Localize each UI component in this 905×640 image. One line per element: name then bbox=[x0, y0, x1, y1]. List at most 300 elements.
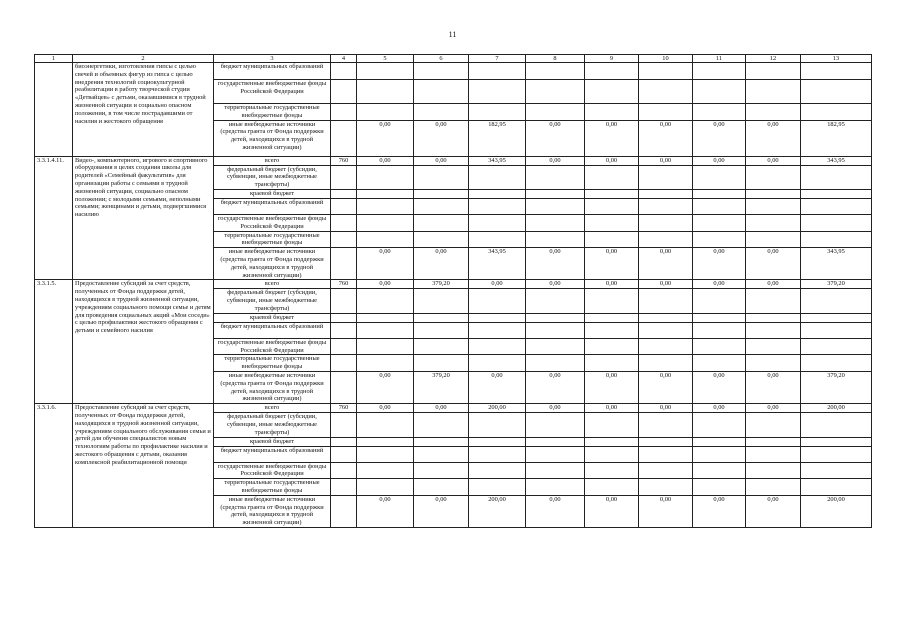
value-cell: 379,20 bbox=[801, 280, 872, 289]
value-cell bbox=[526, 289, 585, 313]
value-cell bbox=[801, 338, 872, 355]
value-cell bbox=[414, 462, 469, 479]
value-cell: 0,00 bbox=[469, 280, 526, 289]
value-cell: 0,00 bbox=[746, 248, 801, 280]
value-cell bbox=[746, 189, 801, 198]
value-cell bbox=[357, 446, 414, 462]
value-cell: 0,00 bbox=[693, 495, 746, 527]
value-cell: 343,95 bbox=[469, 248, 526, 280]
col4-cell bbox=[331, 63, 357, 80]
value-cell bbox=[639, 165, 693, 189]
source-cell: территориальные государственные внебюджетные фонды bbox=[214, 355, 331, 372]
source-cell: краевой бюджет bbox=[214, 313, 331, 322]
value-cell bbox=[746, 165, 801, 189]
value-cell bbox=[357, 338, 414, 355]
table-row bbox=[35, 156, 872, 165]
table-row bbox=[35, 63, 872, 80]
value-cell bbox=[585, 231, 639, 248]
value-cell bbox=[469, 63, 526, 80]
header-cell: 4 bbox=[331, 55, 357, 63]
value-cell bbox=[357, 322, 414, 338]
source-cell: иные внебюджетные источники (средства гранта от Фонда поддержки детей, находящихся в трудной жизненной ситуации) bbox=[214, 248, 331, 280]
value-cell bbox=[414, 214, 469, 231]
value-cell: 0,00 bbox=[746, 280, 801, 289]
value-cell: 0,00 bbox=[693, 248, 746, 280]
source-cell: краевой бюджет bbox=[214, 437, 331, 446]
col4-cell bbox=[331, 104, 357, 121]
value-cell bbox=[414, 165, 469, 189]
value-cell bbox=[639, 437, 693, 446]
value-cell bbox=[746, 446, 801, 462]
col4-cell bbox=[331, 289, 357, 313]
value-cell: 0,00 bbox=[693, 156, 746, 165]
source-cell: бюджет муниципальных образований bbox=[214, 198, 331, 214]
col4-cell bbox=[331, 462, 357, 479]
header-cell: 10 bbox=[639, 55, 693, 63]
value-cell: 200,00 bbox=[801, 404, 872, 413]
value-cell bbox=[639, 214, 693, 231]
value-cell bbox=[585, 189, 639, 198]
value-cell: 182,95 bbox=[801, 120, 872, 156]
value-cell: 0,00 bbox=[414, 404, 469, 413]
value-cell bbox=[526, 165, 585, 189]
col4-cell bbox=[331, 214, 357, 231]
col4-cell bbox=[331, 80, 357, 104]
value-cell bbox=[693, 289, 746, 313]
value-cell bbox=[801, 479, 872, 496]
value-cell bbox=[746, 322, 801, 338]
value-cell bbox=[639, 231, 693, 248]
value-cell bbox=[639, 446, 693, 462]
value-cell bbox=[469, 289, 526, 313]
value-cell bbox=[469, 355, 526, 372]
value-cell bbox=[469, 479, 526, 496]
value-cell bbox=[746, 437, 801, 446]
value-cell: 0,00 bbox=[526, 404, 585, 413]
value-cell: 343,95 bbox=[469, 156, 526, 165]
value-cell bbox=[357, 413, 414, 437]
value-cell bbox=[357, 289, 414, 313]
value-cell bbox=[414, 289, 469, 313]
value-cell: 0,00 bbox=[693, 404, 746, 413]
header-cell: 5 bbox=[357, 55, 414, 63]
value-cell: 379,20 bbox=[414, 371, 469, 403]
value-cell bbox=[357, 80, 414, 104]
value-cell bbox=[526, 214, 585, 231]
value-cell bbox=[526, 198, 585, 214]
col4-cell bbox=[331, 413, 357, 437]
value-cell: 182,95 bbox=[469, 120, 526, 156]
value-cell: 0,00 bbox=[414, 120, 469, 156]
value-cell bbox=[469, 313, 526, 322]
value-cell bbox=[469, 338, 526, 355]
value-cell bbox=[801, 63, 872, 80]
value-cell: 0,00 bbox=[585, 495, 639, 527]
value-cell bbox=[639, 462, 693, 479]
value-cell bbox=[585, 479, 639, 496]
value-cell bbox=[801, 104, 872, 121]
value-cell: 0,00 bbox=[585, 120, 639, 156]
value-cell bbox=[414, 198, 469, 214]
col4-cell bbox=[331, 248, 357, 280]
value-cell bbox=[469, 189, 526, 198]
source-cell: государственные внебюджетные фонды Российской Федерации bbox=[214, 214, 331, 231]
value-cell bbox=[357, 104, 414, 121]
value-cell bbox=[469, 462, 526, 479]
value-cell bbox=[801, 446, 872, 462]
value-cell bbox=[585, 165, 639, 189]
source-cell: всего bbox=[214, 404, 331, 413]
value-cell bbox=[526, 437, 585, 446]
source-cell: краевой бюджет bbox=[214, 189, 331, 198]
value-cell bbox=[526, 462, 585, 479]
col4-cell bbox=[331, 446, 357, 462]
value-cell bbox=[414, 189, 469, 198]
col4-cell bbox=[331, 231, 357, 248]
row-code: 3.3.1.6. bbox=[35, 404, 73, 528]
row-code bbox=[35, 63, 73, 157]
value-cell: 0,00 bbox=[357, 120, 414, 156]
value-cell bbox=[469, 214, 526, 231]
value-cell bbox=[469, 104, 526, 121]
value-cell: 0,00 bbox=[639, 280, 693, 289]
value-cell bbox=[357, 437, 414, 446]
value-cell: 0,00 bbox=[746, 156, 801, 165]
value-cell bbox=[414, 322, 469, 338]
value-cell: 0,00 bbox=[639, 156, 693, 165]
value-cell: 0,00 bbox=[357, 248, 414, 280]
value-cell bbox=[693, 338, 746, 355]
value-cell bbox=[639, 479, 693, 496]
value-cell: 379,20 bbox=[801, 371, 872, 403]
value-cell bbox=[526, 322, 585, 338]
value-cell bbox=[746, 80, 801, 104]
value-cell bbox=[801, 189, 872, 198]
value-cell bbox=[357, 214, 414, 231]
source-cell: территориальные государственные внебюджетные фонды bbox=[214, 231, 331, 248]
value-cell: 0,00 bbox=[526, 495, 585, 527]
value-cell: 0,00 bbox=[526, 280, 585, 289]
value-cell: 0,00 bbox=[639, 495, 693, 527]
value-cell bbox=[357, 313, 414, 322]
value-cell: 0,00 bbox=[585, 404, 639, 413]
value-cell: 0,00 bbox=[693, 371, 746, 403]
value-cell bbox=[357, 462, 414, 479]
value-cell bbox=[585, 289, 639, 313]
value-cell bbox=[585, 413, 639, 437]
value-cell bbox=[801, 80, 872, 104]
value-cell bbox=[357, 63, 414, 80]
value-cell bbox=[414, 446, 469, 462]
value-cell bbox=[746, 479, 801, 496]
value-cell bbox=[746, 462, 801, 479]
value-cell: 0,00 bbox=[639, 371, 693, 403]
value-cell bbox=[585, 313, 639, 322]
value-cell bbox=[357, 479, 414, 496]
value-cell bbox=[693, 413, 746, 437]
value-cell bbox=[746, 338, 801, 355]
source-cell: иные внебюджетные источники (средства гранта от Фонда поддержки детей, находящихся в трудной жизненной ситуации) bbox=[214, 371, 331, 403]
col4-cell bbox=[331, 120, 357, 156]
value-cell bbox=[414, 338, 469, 355]
value-cell bbox=[639, 189, 693, 198]
value-cell bbox=[693, 462, 746, 479]
value-cell bbox=[585, 80, 639, 104]
value-cell bbox=[746, 198, 801, 214]
value-cell bbox=[801, 462, 872, 479]
value-cell bbox=[639, 413, 693, 437]
value-cell bbox=[526, 313, 585, 322]
value-cell bbox=[414, 413, 469, 437]
value-cell bbox=[469, 322, 526, 338]
value-cell bbox=[639, 104, 693, 121]
value-cell bbox=[585, 198, 639, 214]
value-cell bbox=[585, 355, 639, 372]
col4-cell: 760 bbox=[331, 280, 357, 289]
value-cell bbox=[639, 289, 693, 313]
value-cell: 0,00 bbox=[585, 248, 639, 280]
value-cell: 0,00 bbox=[693, 280, 746, 289]
value-cell bbox=[469, 80, 526, 104]
value-cell bbox=[585, 437, 639, 446]
col4-cell bbox=[331, 371, 357, 403]
value-cell bbox=[414, 80, 469, 104]
value-cell: 0,00 bbox=[414, 156, 469, 165]
value-cell bbox=[469, 413, 526, 437]
value-cell bbox=[526, 189, 585, 198]
source-cell: иные внебюджетные источники (средства гранта от Фонда поддержки детей, находящихся в трудной жизненной ситуации) bbox=[214, 495, 331, 527]
value-cell bbox=[746, 289, 801, 313]
value-cell: 0,00 bbox=[639, 404, 693, 413]
value-cell bbox=[801, 214, 872, 231]
value-cell: 0,00 bbox=[639, 248, 693, 280]
row-description: Видео-, компьютерного, игрового и спортивного оборудования в целях создания школы для родителей «Семейный факультатив» для организации работы с семьями в трудной жизненной ситуации, социально опасном положении; с молодыми семьями, неполными семьями; женщинами и детьми, подвергшимися насилию bbox=[73, 156, 214, 280]
value-cell bbox=[801, 355, 872, 372]
value-cell: 0,00 bbox=[357, 495, 414, 527]
value-cell bbox=[693, 63, 746, 80]
value-cell bbox=[693, 355, 746, 372]
value-cell bbox=[693, 189, 746, 198]
value-cell: 0,00 bbox=[414, 248, 469, 280]
source-cell: федеральный бюджет (субсидии, субвенции, иные межбюджетные трансферты) bbox=[214, 165, 331, 189]
value-cell: 0,00 bbox=[357, 280, 414, 289]
col4-cell bbox=[331, 322, 357, 338]
value-cell bbox=[357, 165, 414, 189]
header-cell: 6 bbox=[414, 55, 469, 63]
value-cell: 0,00 bbox=[526, 248, 585, 280]
value-cell bbox=[357, 198, 414, 214]
value-cell bbox=[414, 355, 469, 372]
value-cell bbox=[639, 338, 693, 355]
col4-cell bbox=[331, 313, 357, 322]
header-cell: 8 bbox=[526, 55, 585, 63]
value-cell bbox=[414, 479, 469, 496]
value-cell bbox=[585, 104, 639, 121]
value-cell bbox=[639, 313, 693, 322]
value-cell bbox=[414, 63, 469, 80]
source-cell: территориальные государственные внебюджетные фонды bbox=[214, 104, 331, 121]
header-row bbox=[35, 55, 872, 63]
header-cell: 13 bbox=[801, 55, 872, 63]
value-cell bbox=[585, 462, 639, 479]
value-cell bbox=[414, 104, 469, 121]
value-cell bbox=[801, 289, 872, 313]
row-description: биоэнергетики, изготовления гипсы с целью свечей и объемных фигур из гипса с целью внедрения технологий социокультурной реабилитации в работу творческой студии «Детвайцев» с детьми, оказавшимися в трудной жизненной ситуации и социально опасном положении, в том числе пострадавшими от насилия и жестокого обращения bbox=[73, 63, 214, 157]
value-cell bbox=[801, 198, 872, 214]
header-cell: 2 bbox=[73, 55, 214, 63]
value-cell: 0,00 bbox=[357, 404, 414, 413]
col4-cell: 760 bbox=[331, 156, 357, 165]
value-cell bbox=[526, 231, 585, 248]
value-cell bbox=[585, 338, 639, 355]
value-cell: 0,00 bbox=[414, 495, 469, 527]
row-description: Предоставление субсидий за счет средств, полученных от Фонда поддержки детей, находящихся в трудной жизненной ситуации, учреждениям социального помощи семье и детям для проведения социальных акций «Мои соседи» с целью профилактики жестокого обращения с детьми и семейного насилия bbox=[73, 280, 214, 404]
col4-cell bbox=[331, 189, 357, 198]
col4-cell bbox=[331, 165, 357, 189]
value-cell bbox=[526, 104, 585, 121]
value-cell bbox=[639, 322, 693, 338]
value-cell: 0,00 bbox=[585, 280, 639, 289]
value-cell bbox=[639, 63, 693, 80]
value-cell bbox=[693, 165, 746, 189]
value-cell: 0,00 bbox=[526, 371, 585, 403]
value-cell bbox=[469, 437, 526, 446]
header-cell: 11 bbox=[693, 55, 746, 63]
value-cell bbox=[693, 313, 746, 322]
col4-cell bbox=[331, 338, 357, 355]
value-cell: 0,00 bbox=[585, 371, 639, 403]
value-cell bbox=[693, 104, 746, 121]
source-cell: федеральный бюджет (субсидии, субвенции, иные межбюджетные трансферты) bbox=[214, 289, 331, 313]
value-cell bbox=[746, 104, 801, 121]
value-cell: 0,00 bbox=[746, 120, 801, 156]
col4-cell bbox=[331, 355, 357, 372]
value-cell bbox=[414, 437, 469, 446]
col4-cell: 760 bbox=[331, 404, 357, 413]
value-cell bbox=[585, 322, 639, 338]
value-cell: 0,00 bbox=[357, 156, 414, 165]
value-cell bbox=[746, 313, 801, 322]
source-cell: бюджет муниципальных образований bbox=[214, 446, 331, 462]
source-cell: государственные внебюджетные фонды Российской Федерации bbox=[214, 80, 331, 104]
value-cell bbox=[526, 413, 585, 437]
value-cell bbox=[639, 80, 693, 104]
value-cell: 0,00 bbox=[526, 156, 585, 165]
header-cell: 1 bbox=[35, 55, 73, 63]
row-code: 3.3.1.4.11. bbox=[35, 156, 73, 280]
value-cell: 0,00 bbox=[469, 371, 526, 403]
value-cell bbox=[693, 322, 746, 338]
row-code: 3.3.1.5. bbox=[35, 280, 73, 404]
source-cell: бюджет муниципальных образований bbox=[214, 63, 331, 80]
value-cell bbox=[746, 413, 801, 437]
value-cell bbox=[526, 355, 585, 372]
header-cell: 9 bbox=[585, 55, 639, 63]
value-cell bbox=[469, 165, 526, 189]
value-cell: 0,00 bbox=[693, 120, 746, 156]
source-cell: всего bbox=[214, 280, 331, 289]
value-cell bbox=[801, 165, 872, 189]
value-cell bbox=[526, 446, 585, 462]
source-cell: иные внебюджетные источники (средства гранта от Фонда поддержки детей, находящихся в трудной жизненной ситуации) bbox=[214, 120, 331, 156]
value-cell bbox=[469, 198, 526, 214]
value-cell bbox=[357, 189, 414, 198]
value-cell bbox=[414, 313, 469, 322]
value-cell: 0,00 bbox=[746, 495, 801, 527]
value-cell bbox=[357, 231, 414, 248]
value-cell bbox=[357, 355, 414, 372]
source-cell: территориальные государственные внебюджетные фонды bbox=[214, 479, 331, 496]
row-description: Предоставление субсидий за счет средств, полученных от Фонда поддержки детей, находящихся в трудной жизненной ситуации, учреждениям социального обслуживания семьи и детей для обучения специалистов новым технологиям работы по профилактике насилия и жестокого обращения с детьми, оказания комплексной реабилитационной помощи bbox=[73, 404, 214, 528]
value-cell bbox=[693, 198, 746, 214]
page-number: 11 bbox=[448, 30, 457, 39]
value-cell bbox=[746, 63, 801, 80]
value-cell: 0,00 bbox=[585, 156, 639, 165]
value-cell: 0,00 bbox=[639, 120, 693, 156]
value-cell bbox=[746, 355, 801, 372]
table-row bbox=[35, 404, 872, 413]
value-cell bbox=[526, 479, 585, 496]
value-cell: 0,00 bbox=[357, 371, 414, 403]
value-cell bbox=[639, 355, 693, 372]
value-cell bbox=[693, 214, 746, 231]
source-cell: государственные внебюджетные фонды Российской Федерации bbox=[214, 462, 331, 479]
value-cell bbox=[801, 313, 872, 322]
value-cell: 0,00 bbox=[746, 404, 801, 413]
value-cell bbox=[693, 446, 746, 462]
source-cell: государственные внебюджетные фонды Российской Федерации bbox=[214, 338, 331, 355]
value-cell bbox=[693, 80, 746, 104]
value-cell bbox=[801, 437, 872, 446]
value-cell: 200,00 bbox=[469, 404, 526, 413]
value-cell bbox=[526, 338, 585, 355]
value-cell bbox=[801, 322, 872, 338]
budget-table bbox=[34, 54, 872, 528]
value-cell bbox=[693, 479, 746, 496]
source-cell: всего bbox=[214, 156, 331, 165]
value-cell bbox=[801, 231, 872, 248]
value-cell: 379,20 bbox=[414, 280, 469, 289]
value-cell bbox=[585, 214, 639, 231]
value-cell bbox=[469, 446, 526, 462]
header-cell: 3 bbox=[214, 55, 331, 63]
value-cell bbox=[801, 413, 872, 437]
value-cell bbox=[585, 63, 639, 80]
value-cell bbox=[693, 437, 746, 446]
value-cell bbox=[585, 446, 639, 462]
value-cell: 0,00 bbox=[526, 120, 585, 156]
value-cell: 200,00 bbox=[469, 495, 526, 527]
source-cell: бюджет муниципальных образований bbox=[214, 322, 331, 338]
col4-cell bbox=[331, 495, 357, 527]
header-cell: 12 bbox=[746, 55, 801, 63]
col4-cell bbox=[331, 198, 357, 214]
value-cell bbox=[414, 231, 469, 248]
col4-cell bbox=[331, 437, 357, 446]
value-cell: 200,00 bbox=[801, 495, 872, 527]
value-cell bbox=[693, 231, 746, 248]
value-cell bbox=[526, 80, 585, 104]
value-cell bbox=[469, 231, 526, 248]
value-cell bbox=[746, 231, 801, 248]
value-cell: 343,95 bbox=[801, 248, 872, 280]
source-cell: федеральный бюджет (субсидии, субвенции, иные межбюджетные трансферты) bbox=[214, 413, 331, 437]
value-cell bbox=[639, 198, 693, 214]
header-cell: 7 bbox=[469, 55, 526, 63]
value-cell bbox=[746, 214, 801, 231]
value-cell: 0,00 bbox=[746, 371, 801, 403]
value-cell bbox=[526, 63, 585, 80]
